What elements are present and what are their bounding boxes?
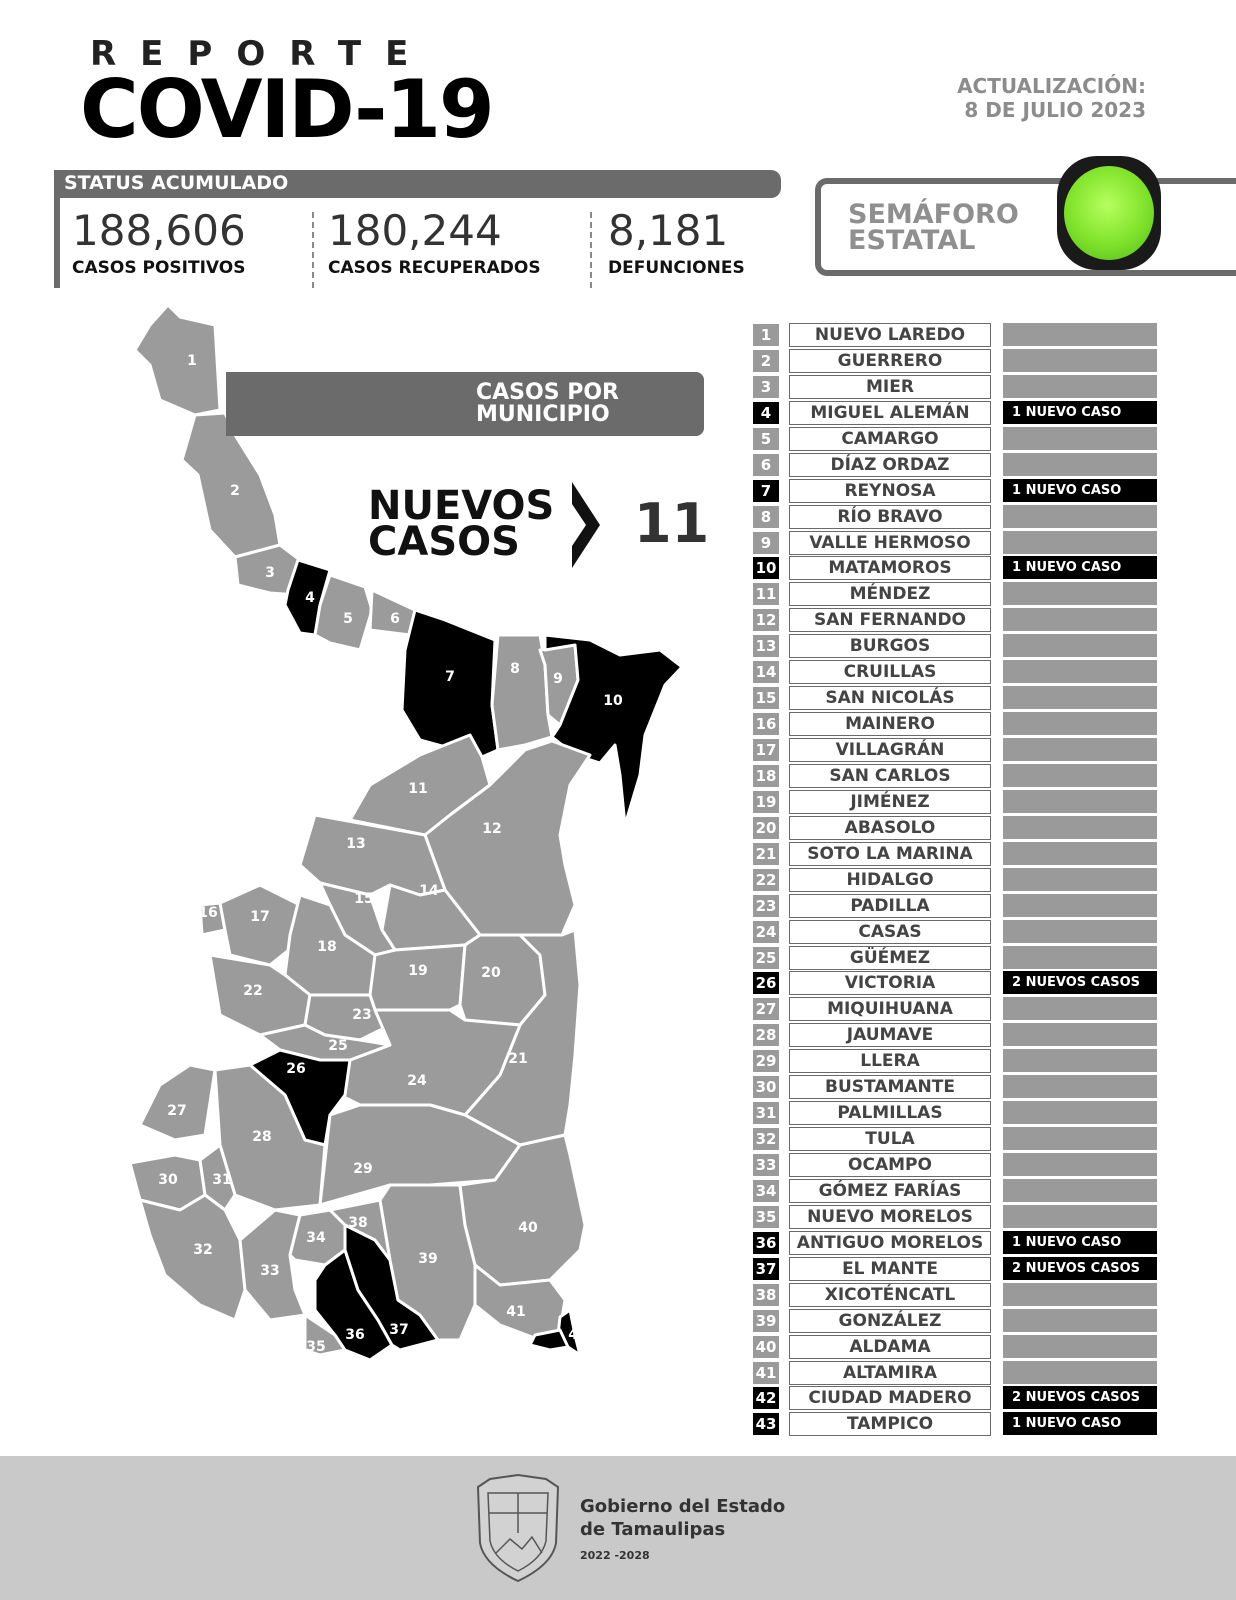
table-row [750, 452, 1160, 478]
table-row [750, 789, 1160, 815]
table-row [750, 1178, 1160, 1204]
row-municipio-name: MÉNDEZ [789, 582, 991, 606]
row-municipio-name: SAN FERNANDO [789, 608, 991, 632]
row-municipio-name: BURGOS [789, 634, 991, 658]
table-row [750, 1100, 1160, 1126]
svg-text:30: 30 [158, 1172, 178, 1188]
row-number: 41 [753, 1362, 779, 1384]
row-number: 5 [753, 428, 779, 450]
svg-text:42: 42 [568, 1327, 588, 1343]
svg-text:2: 2 [230, 483, 240, 499]
tamaulipas-map [120, 305, 710, 1405]
table-row [750, 633, 1160, 659]
row-municipio-name: SAN NICOLÁS [789, 686, 991, 710]
svg-text:20: 20 [481, 965, 501, 981]
row-number: 3 [753, 376, 779, 398]
svg-text:11: 11 [408, 781, 428, 797]
row-new-cases: 1 NUEVO CASO [1003, 1231, 1157, 1254]
table-row [750, 1411, 1160, 1437]
table-row [750, 530, 1160, 556]
row-municipio-name: VICTORIA [789, 971, 991, 995]
row-number: 38 [753, 1284, 779, 1306]
table-row [750, 970, 1160, 996]
row-new-cases [1003, 634, 1157, 657]
row-municipio-name: BUSTAMANTE [789, 1075, 991, 1099]
row-municipio-name: CIUDAD MADERO [789, 1386, 991, 1410]
row-new-cases [1003, 453, 1157, 476]
state-seal-icon [470, 1473, 566, 1585]
row-municipio-name: MIGUEL ALEMÁN [789, 401, 991, 425]
row-new-cases [1003, 738, 1157, 761]
table-row [750, 1385, 1160, 1411]
svg-text:17: 17 [250, 909, 270, 925]
row-number: 16 [753, 713, 779, 735]
row-number: 1 [753, 324, 779, 346]
stat-divider [590, 212, 592, 288]
svg-text:37: 37 [389, 1322, 409, 1338]
semaforo-label [848, 199, 1019, 257]
svg-text:1: 1 [187, 353, 197, 369]
svg-text:4: 4 [305, 590, 315, 606]
row-municipio-name: CRUILLAS [789, 660, 991, 684]
row-number: 35 [753, 1206, 779, 1228]
row-new-cases [1003, 842, 1157, 865]
row-municipio-name: GÜÉMEZ [789, 946, 991, 970]
svg-text:12: 12 [482, 821, 502, 837]
row-municipio-name: CASAS [789, 920, 991, 944]
semaforo-line1: SEMÁFORO [848, 199, 1019, 230]
municipio-1 [135, 305, 220, 415]
svg-text:19: 19 [408, 963, 428, 979]
table-row [750, 815, 1160, 841]
row-number: 36 [753, 1232, 779, 1254]
row-new-cases [1003, 686, 1157, 709]
row-municipio-name: PALMILLAS [789, 1101, 991, 1125]
svg-text:34: 34 [306, 1230, 326, 1246]
row-number: 37 [753, 1258, 779, 1280]
table-row [750, 737, 1160, 763]
table-row [750, 1230, 1160, 1256]
table-row [750, 1256, 1160, 1282]
svg-text:36: 36 [345, 1327, 365, 1343]
table-row [750, 945, 1160, 971]
row-municipio-name: ANTIGUO MORELOS [789, 1231, 991, 1255]
svg-text:22: 22 [243, 983, 263, 999]
row-municipio-name: PADILLA [789, 894, 991, 918]
gov-line2: de Tamaulipas [580, 1518, 726, 1540]
row-number: 42 [753, 1387, 779, 1409]
row-municipio-name: VALLE HERMOSO [789, 531, 991, 555]
row-new-cases [1003, 1335, 1157, 1358]
row-new-cases [1003, 323, 1157, 346]
row-number: 32 [753, 1128, 779, 1150]
row-new-cases: 2 NUEVOS CASOS [1003, 971, 1157, 994]
row-municipio-name: GUERRERO [789, 349, 991, 373]
table-row [750, 400, 1160, 426]
row-new-cases [1003, 427, 1157, 450]
row-number: 8 [753, 506, 779, 528]
row-number: 17 [753, 739, 779, 761]
row-municipio-name: REYNOSA [789, 479, 991, 503]
svg-text:29: 29 [353, 1161, 373, 1177]
banner-line2: MUNICIPIO [476, 402, 610, 427]
svg-text:23: 23 [352, 1007, 372, 1023]
svg-text:33: 33 [260, 1263, 280, 1279]
row-number: 26 [753, 972, 779, 994]
stat-defunciones [608, 206, 745, 278]
svg-text:25: 25 [328, 1038, 348, 1054]
stat-divider [312, 212, 314, 288]
row-number: 28 [753, 1024, 779, 1046]
row-municipio-name: SAN CARLOS [789, 764, 991, 788]
svg-text:15: 15 [354, 891, 374, 907]
row-municipio-name: GONZÁLEZ [789, 1309, 991, 1333]
svg-text:43: 43 [539, 1357, 559, 1373]
row-municipio-name: ABASOLO [789, 816, 991, 840]
svg-text:16: 16 [198, 905, 218, 921]
report-label: REPORTE [90, 34, 433, 74]
row-new-cases [1003, 1205, 1157, 1228]
defunciones-value: 8,181 [608, 206, 729, 255]
svg-text:3: 3 [265, 565, 275, 581]
update-label: ACTUALIZACIÓN: [957, 74, 1146, 98]
row-number: 29 [753, 1050, 779, 1072]
table-row [750, 1074, 1160, 1100]
row-number: 12 [753, 609, 779, 631]
svg-text:41: 41 [506, 1304, 526, 1320]
row-number: 39 [753, 1310, 779, 1332]
report-title: COVID-19 [80, 63, 493, 156]
row-number: 13 [753, 635, 779, 657]
row-municipio-name: XICOTÉNCATL [789, 1283, 991, 1307]
status-divider-left [54, 198, 60, 288]
row-new-cases [1003, 868, 1157, 891]
svg-text:21: 21 [508, 1051, 528, 1067]
row-new-cases [1003, 1127, 1157, 1150]
row-number: 31 [753, 1102, 779, 1124]
stat-positivos [72, 206, 246, 278]
row-new-cases [1003, 582, 1157, 605]
table-row [750, 919, 1160, 945]
row-municipio-name: RÍO BRAVO [789, 505, 991, 529]
row-new-cases [1003, 790, 1157, 813]
row-number: 30 [753, 1076, 779, 1098]
svg-text:31: 31 [212, 1172, 232, 1188]
table-row [750, 996, 1160, 1022]
row-municipio-name: MATAMOROS [789, 556, 991, 580]
table-row [750, 1360, 1160, 1386]
nuevos-casos-label [368, 483, 555, 565]
row-new-cases [1003, 712, 1157, 735]
row-new-cases [1003, 1023, 1157, 1046]
row-number: 24 [753, 921, 779, 943]
banner-line1: CASOS POR [476, 380, 619, 405]
positivos-label: CASOS POSITIVOS [72, 258, 246, 278]
row-new-cases [1003, 1361, 1157, 1384]
row-new-cases [1003, 1075, 1157, 1098]
table-row [750, 1308, 1160, 1334]
row-new-cases [1003, 1309, 1157, 1332]
row-new-cases: 1 NUEVO CASO [1003, 556, 1157, 579]
government-label [580, 1496, 785, 1563]
municipios-table [750, 322, 1160, 1437]
row-new-cases [1003, 1049, 1157, 1072]
row-new-cases [1003, 764, 1157, 787]
row-municipio-name: TULA [789, 1127, 991, 1151]
table-row [750, 1126, 1160, 1152]
row-new-cases [1003, 920, 1157, 943]
row-municipio-name: MIER [789, 375, 991, 399]
row-number: 6 [753, 454, 779, 476]
positivos-value: 188,606 [72, 206, 246, 255]
row-number: 21 [753, 843, 779, 865]
table-row [750, 1282, 1160, 1308]
semaforo-line2: ESTATAL [848, 225, 976, 257]
table-row [750, 1334, 1160, 1360]
svg-text:32: 32 [193, 1242, 213, 1258]
update-block [957, 74, 1146, 122]
casos-por-municipio-banner [226, 372, 704, 436]
table-row [750, 555, 1160, 581]
svg-text:9: 9 [553, 671, 563, 687]
row-new-cases [1003, 531, 1157, 554]
row-new-cases [1003, 1153, 1157, 1176]
status-bar: STATUS ACUMULADO [54, 170, 781, 198]
row-municipio-name: ALDAMA [789, 1335, 991, 1359]
row-municipio-name: MAINERO [789, 712, 991, 736]
svg-text:14: 14 [419, 883, 439, 899]
gov-line1: Gobierno del Estado [580, 1496, 786, 1517]
gov-years: 2022 -2028 [580, 1549, 650, 1562]
table-row [750, 581, 1160, 607]
stat-recuperados [328, 206, 541, 278]
svg-text:35: 35 [306, 1339, 326, 1355]
row-number: 11 [753, 583, 779, 605]
svg-text:7: 7 [445, 669, 455, 685]
table-row [750, 374, 1160, 400]
svg-text:26: 26 [286, 1061, 306, 1077]
row-new-cases [1003, 1283, 1157, 1306]
row-number: 2 [753, 350, 779, 372]
row-new-cases [1003, 894, 1157, 917]
table-row [750, 841, 1160, 867]
row-municipio-name: DÍAZ ORDAZ [789, 453, 991, 477]
row-number: 43 [753, 1413, 779, 1435]
nuevos-casos-total: 11 [634, 492, 710, 555]
row-municipio-name: TAMPICO [789, 1412, 991, 1436]
row-number: 19 [753, 791, 779, 813]
row-municipio-name: EL MANTE [789, 1257, 991, 1281]
recuperados-value: 180,244 [328, 206, 502, 255]
row-number: 22 [753, 869, 779, 891]
row-municipio-name: SOTO LA MARINA [789, 842, 991, 866]
table-row [750, 607, 1160, 633]
table-row [750, 685, 1160, 711]
row-new-cases [1003, 375, 1157, 398]
table-row [750, 1204, 1160, 1230]
svg-text:5: 5 [343, 611, 353, 627]
row-new-cases [1003, 349, 1157, 372]
row-municipio-name: NUEVO LAREDO [789, 323, 991, 347]
nuevos-line2: CASOS [368, 519, 520, 565]
svg-text:18: 18 [317, 939, 337, 955]
table-row [750, 322, 1160, 348]
svg-text:40: 40 [518, 1220, 538, 1236]
table-row [750, 763, 1160, 789]
row-number: 25 [753, 947, 779, 969]
table-row [750, 504, 1160, 530]
row-municipio-name: LLERA [789, 1049, 991, 1073]
row-new-cases [1003, 505, 1157, 528]
svg-text:6: 6 [390, 611, 400, 627]
chevron-right-icon [572, 482, 602, 568]
row-municipio-name: GÓMEZ FARÍAS [789, 1179, 991, 1203]
row-number: 14 [753, 661, 779, 683]
svg-text:28: 28 [252, 1129, 272, 1145]
table-row [750, 1152, 1160, 1178]
traffic-light-green-icon [1064, 166, 1154, 260]
svg-text:38: 38 [348, 1215, 368, 1231]
svg-text:13: 13 [346, 836, 366, 852]
row-new-cases: 2 NUEVOS CASOS [1003, 1386, 1157, 1409]
row-number: 27 [753, 998, 779, 1020]
row-municipio-name: JIMÉNEZ [789, 790, 991, 814]
row-new-cases [1003, 997, 1157, 1020]
svg-text:24: 24 [407, 1073, 427, 1089]
row-number: 10 [753, 557, 779, 579]
row-number: 4 [753, 402, 779, 424]
table-row [750, 893, 1160, 919]
row-number: 33 [753, 1154, 779, 1176]
row-new-cases: 1 NUEVO CASO [1003, 1412, 1157, 1435]
row-new-cases [1003, 1101, 1157, 1124]
row-municipio-name: NUEVO MORELOS [789, 1205, 991, 1229]
row-new-cases [1003, 946, 1157, 969]
row-new-cases [1003, 608, 1157, 631]
table-row [750, 659, 1160, 685]
row-municipio-name: MIQUIHUANA [789, 997, 991, 1021]
table-row [750, 1048, 1160, 1074]
row-new-cases: 1 NUEVO CASO [1003, 401, 1157, 424]
row-municipio-name: VILLAGRÁN [789, 738, 991, 762]
nuevos-line1: NUEVOS [368, 483, 555, 529]
row-number: 15 [753, 687, 779, 709]
row-municipio-name: HIDALGO [789, 868, 991, 892]
svg-text:8: 8 [510, 661, 520, 677]
update-date: 8 DE JULIO 2023 [964, 98, 1146, 122]
row-number: 9 [753, 532, 779, 554]
recuperados-label: CASOS RECUPERADOS [328, 258, 541, 278]
table-row [750, 867, 1160, 893]
table-row [750, 711, 1160, 737]
table-row [750, 1022, 1160, 1048]
row-new-cases [1003, 660, 1157, 683]
svg-text:10: 10 [603, 693, 623, 709]
row-new-cases [1003, 816, 1157, 839]
row-municipio-name: CAMARGO [789, 427, 991, 451]
row-new-cases: 1 NUEVO CASO [1003, 479, 1157, 502]
row-number: 34 [753, 1180, 779, 1202]
row-number: 18 [753, 765, 779, 787]
row-new-cases: 2 NUEVOS CASOS [1003, 1257, 1157, 1280]
row-number: 23 [753, 895, 779, 917]
table-row [750, 478, 1160, 504]
defunciones-label: DEFUNCIONES [608, 258, 745, 278]
row-municipio-name: ALTAMIRA [789, 1361, 991, 1385]
table-row [750, 426, 1160, 452]
row-number: 7 [753, 480, 779, 502]
svg-text:27: 27 [167, 1103, 187, 1119]
row-number: 40 [753, 1336, 779, 1358]
svg-text:39: 39 [418, 1251, 438, 1267]
row-new-cases [1003, 1179, 1157, 1202]
row-municipio-name: JAUMAVE [789, 1023, 991, 1047]
row-municipio-name: OCAMPO [789, 1153, 991, 1177]
row-number: 20 [753, 817, 779, 839]
table-row [750, 348, 1160, 374]
